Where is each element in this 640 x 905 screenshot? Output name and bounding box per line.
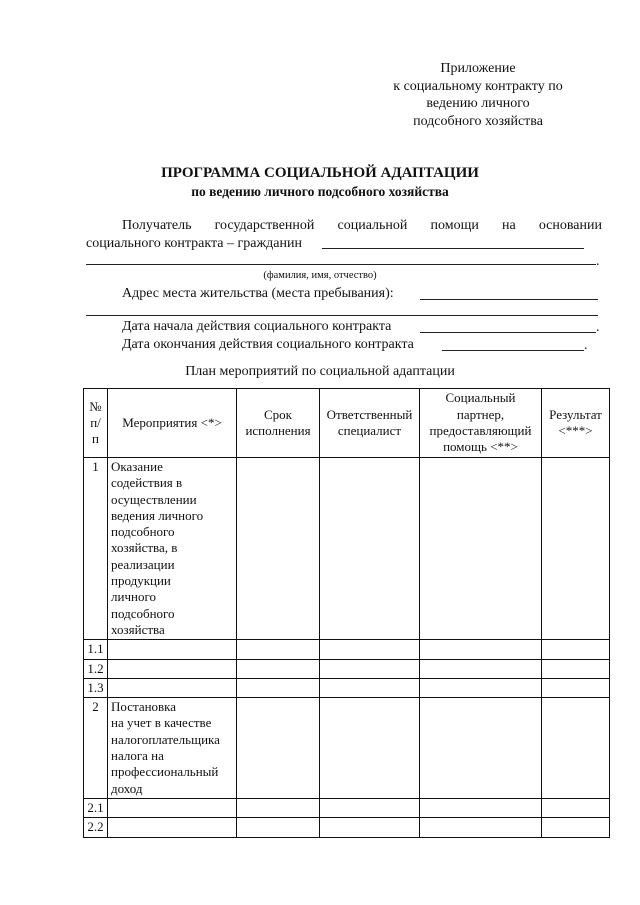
row-result-cell[interactable] (542, 698, 610, 799)
row-number: 1.1 (84, 640, 108, 659)
row-partner-cell[interactable] (420, 818, 542, 837)
citizen-name-field-b[interactable] (86, 264, 596, 265)
row-result-cell[interactable] (542, 659, 610, 678)
table-row (84, 659, 610, 678)
start-date-label: Дата начала действия социального контракта (122, 319, 392, 334)
row-number: 1.2 (84, 659, 108, 678)
row-responsible-cell[interactable] (320, 678, 420, 697)
row-number: 2.1 (84, 798, 108, 817)
row-responsible-cell[interactable] (320, 698, 420, 799)
address-field-a[interactable] (420, 299, 598, 300)
appendix-line: Приложение (440, 61, 516, 76)
row-activity-cell[interactable] (108, 798, 237, 817)
recipient-word: помощи (430, 218, 479, 233)
row-activity: Оказание содействия в осуществлении ведения личного подсобного хозяйства, в реализации продукции личного подсобного хозяйства (108, 458, 237, 640)
row-activity: Постановка на учет в качестве налогоплательщика налога на профессиональный доход (108, 698, 237, 799)
end-date-label: Дата окончания действия социального контракта (122, 337, 414, 352)
plan-title: План мероприятий по социальной адаптации (185, 364, 455, 379)
row-number: 2.2 (84, 818, 108, 837)
row-partner-cell[interactable] (420, 659, 542, 678)
table-row (84, 640, 610, 659)
recipient-word: основании (538, 218, 602, 233)
row-responsible-cell[interactable] (320, 798, 420, 817)
row-term-cell[interactable] (237, 798, 320, 817)
recipient-word: Получатель (122, 218, 192, 233)
header-partner: Социальный партнер, предоставляющий помощь <**> (420, 389, 542, 458)
row-activity-cell[interactable] (108, 818, 237, 837)
row-responsible-cell[interactable] (320, 818, 420, 837)
table-row (84, 698, 610, 799)
recipient-line-2: социального контракта – гражданин (86, 236, 302, 251)
row-term-cell[interactable] (237, 698, 320, 799)
plan-table (83, 388, 610, 838)
recipient-word: социальной (337, 218, 408, 233)
row-result-cell[interactable] (542, 640, 610, 659)
row-term-cell[interactable] (237, 458, 320, 640)
table-row (84, 818, 610, 837)
address-label: Адрес места жительства (места пребывания): (122, 286, 394, 301)
period-mark: . (596, 320, 600, 335)
row-activity-cell[interactable] (108, 678, 237, 697)
appendix-block (368, 60, 588, 130)
name-hint: (фамилия, имя, отчество) (263, 270, 377, 281)
row-responsible-cell[interactable] (320, 458, 420, 640)
recipient-word: государственной (214, 218, 315, 233)
header-activity: Мероприятия <*> (108, 389, 237, 458)
row-partner-cell[interactable] (420, 798, 542, 817)
row-partner-cell[interactable] (420, 698, 542, 799)
appendix-line: подсобного хозяйства (413, 113, 543, 129)
row-result-cell[interactable] (542, 458, 610, 640)
row-term-cell[interactable] (237, 818, 320, 837)
appendix-line: ведению личного (426, 96, 530, 111)
table-row (84, 798, 610, 817)
document-subtitle: по ведению личного подсобного хозяйства (191, 184, 449, 199)
document-title: ПРОГРАММА СОЦИАЛЬНОЙ АДАПТАЦИИ (161, 165, 479, 181)
header-result: Результат <***> (542, 389, 610, 458)
row-term-cell[interactable] (237, 678, 320, 697)
header-term: Срок исполнения (237, 389, 320, 458)
address-field-b[interactable] (86, 315, 598, 316)
row-number: 1.3 (84, 678, 108, 697)
row-term-cell[interactable] (237, 640, 320, 659)
table-row (84, 458, 610, 640)
recipient-line-1 (122, 217, 602, 235)
row-result-cell[interactable] (542, 798, 610, 817)
row-term-cell[interactable] (237, 659, 320, 678)
citizen-name-field-a[interactable] (322, 248, 584, 249)
row-number: 1 (84, 458, 108, 640)
row-number: 2 (84, 698, 108, 799)
row-partner-cell[interactable] (420, 640, 542, 659)
row-result-cell[interactable] (542, 818, 610, 837)
row-activity-cell[interactable] (108, 659, 237, 678)
period-mark: . (596, 254, 600, 269)
row-partner-cell[interactable] (420, 458, 542, 640)
end-date-field[interactable] (442, 350, 584, 351)
table-header-row (84, 389, 610, 458)
row-partner-cell[interactable] (420, 678, 542, 697)
header-responsible: Ответственный специалист (320, 389, 420, 458)
appendix-line: к социальному контракту по (393, 78, 563, 94)
header-num: № п/п (84, 389, 108, 458)
start-date-field[interactable] (420, 332, 596, 333)
period-mark: . (584, 338, 588, 353)
row-result-cell[interactable] (542, 678, 610, 697)
row-activity-cell[interactable] (108, 640, 237, 659)
table-row (84, 678, 610, 697)
recipient-word: на (501, 218, 516, 233)
row-responsible-cell[interactable] (320, 659, 420, 678)
row-responsible-cell[interactable] (320, 640, 420, 659)
